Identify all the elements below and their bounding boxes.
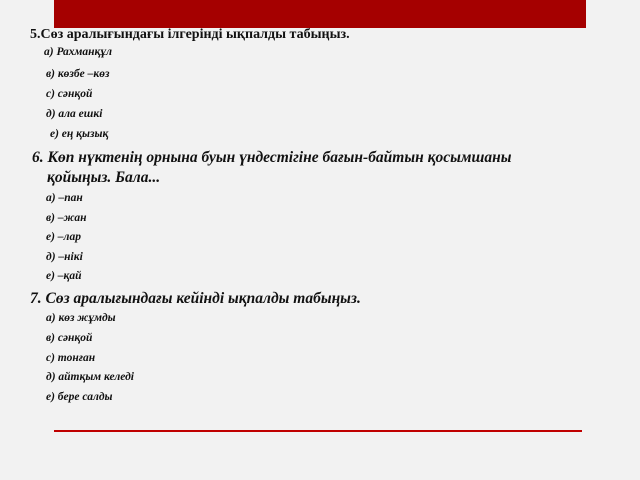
q5-option-b: в) көзбе –көз bbox=[46, 68, 110, 80]
q7-option-d: д) айтқым келеді bbox=[46, 371, 134, 383]
q6-option-e: е) –қай bbox=[46, 270, 82, 282]
question-6-title-line1: 6. Көп нүктенің орнына буын үндестігіне бағын-байтын қосымшаны bbox=[32, 149, 512, 166]
q5-option-d: д) ала ешкі bbox=[46, 108, 103, 120]
q6-option-d: д) –нікі bbox=[46, 251, 83, 263]
q6-option-c: е) –лар bbox=[46, 231, 81, 243]
question-6-title-line2: қойыңыз. Бала... bbox=[47, 169, 161, 186]
q7-option-b: в) сәнқой bbox=[46, 332, 93, 344]
q6-option-b: в) –жан bbox=[46, 212, 87, 224]
q7-option-a: а) көз жұмды bbox=[46, 312, 116, 324]
q7-option-e: е) бере салды bbox=[46, 391, 113, 403]
q5-option-c: с) сәнқой bbox=[46, 88, 93, 100]
bottom-divider bbox=[54, 430, 582, 432]
q7-option-c: с) тонған bbox=[46, 352, 96, 364]
q5-option-a: а) Рахманқұл bbox=[44, 46, 113, 58]
question-7-title: 7. Сөз аралығындағы кейінді ықпалды табыңыз. bbox=[30, 290, 361, 307]
q6-option-a: а) –пан bbox=[46, 192, 83, 204]
question-5-title: 5.Сөз аралығындағы ілгерінді ықпалды табыңыз. bbox=[30, 27, 350, 42]
question-6-title bbox=[32, 148, 592, 188]
q5-option-e: е) ең қызық bbox=[50, 128, 109, 140]
